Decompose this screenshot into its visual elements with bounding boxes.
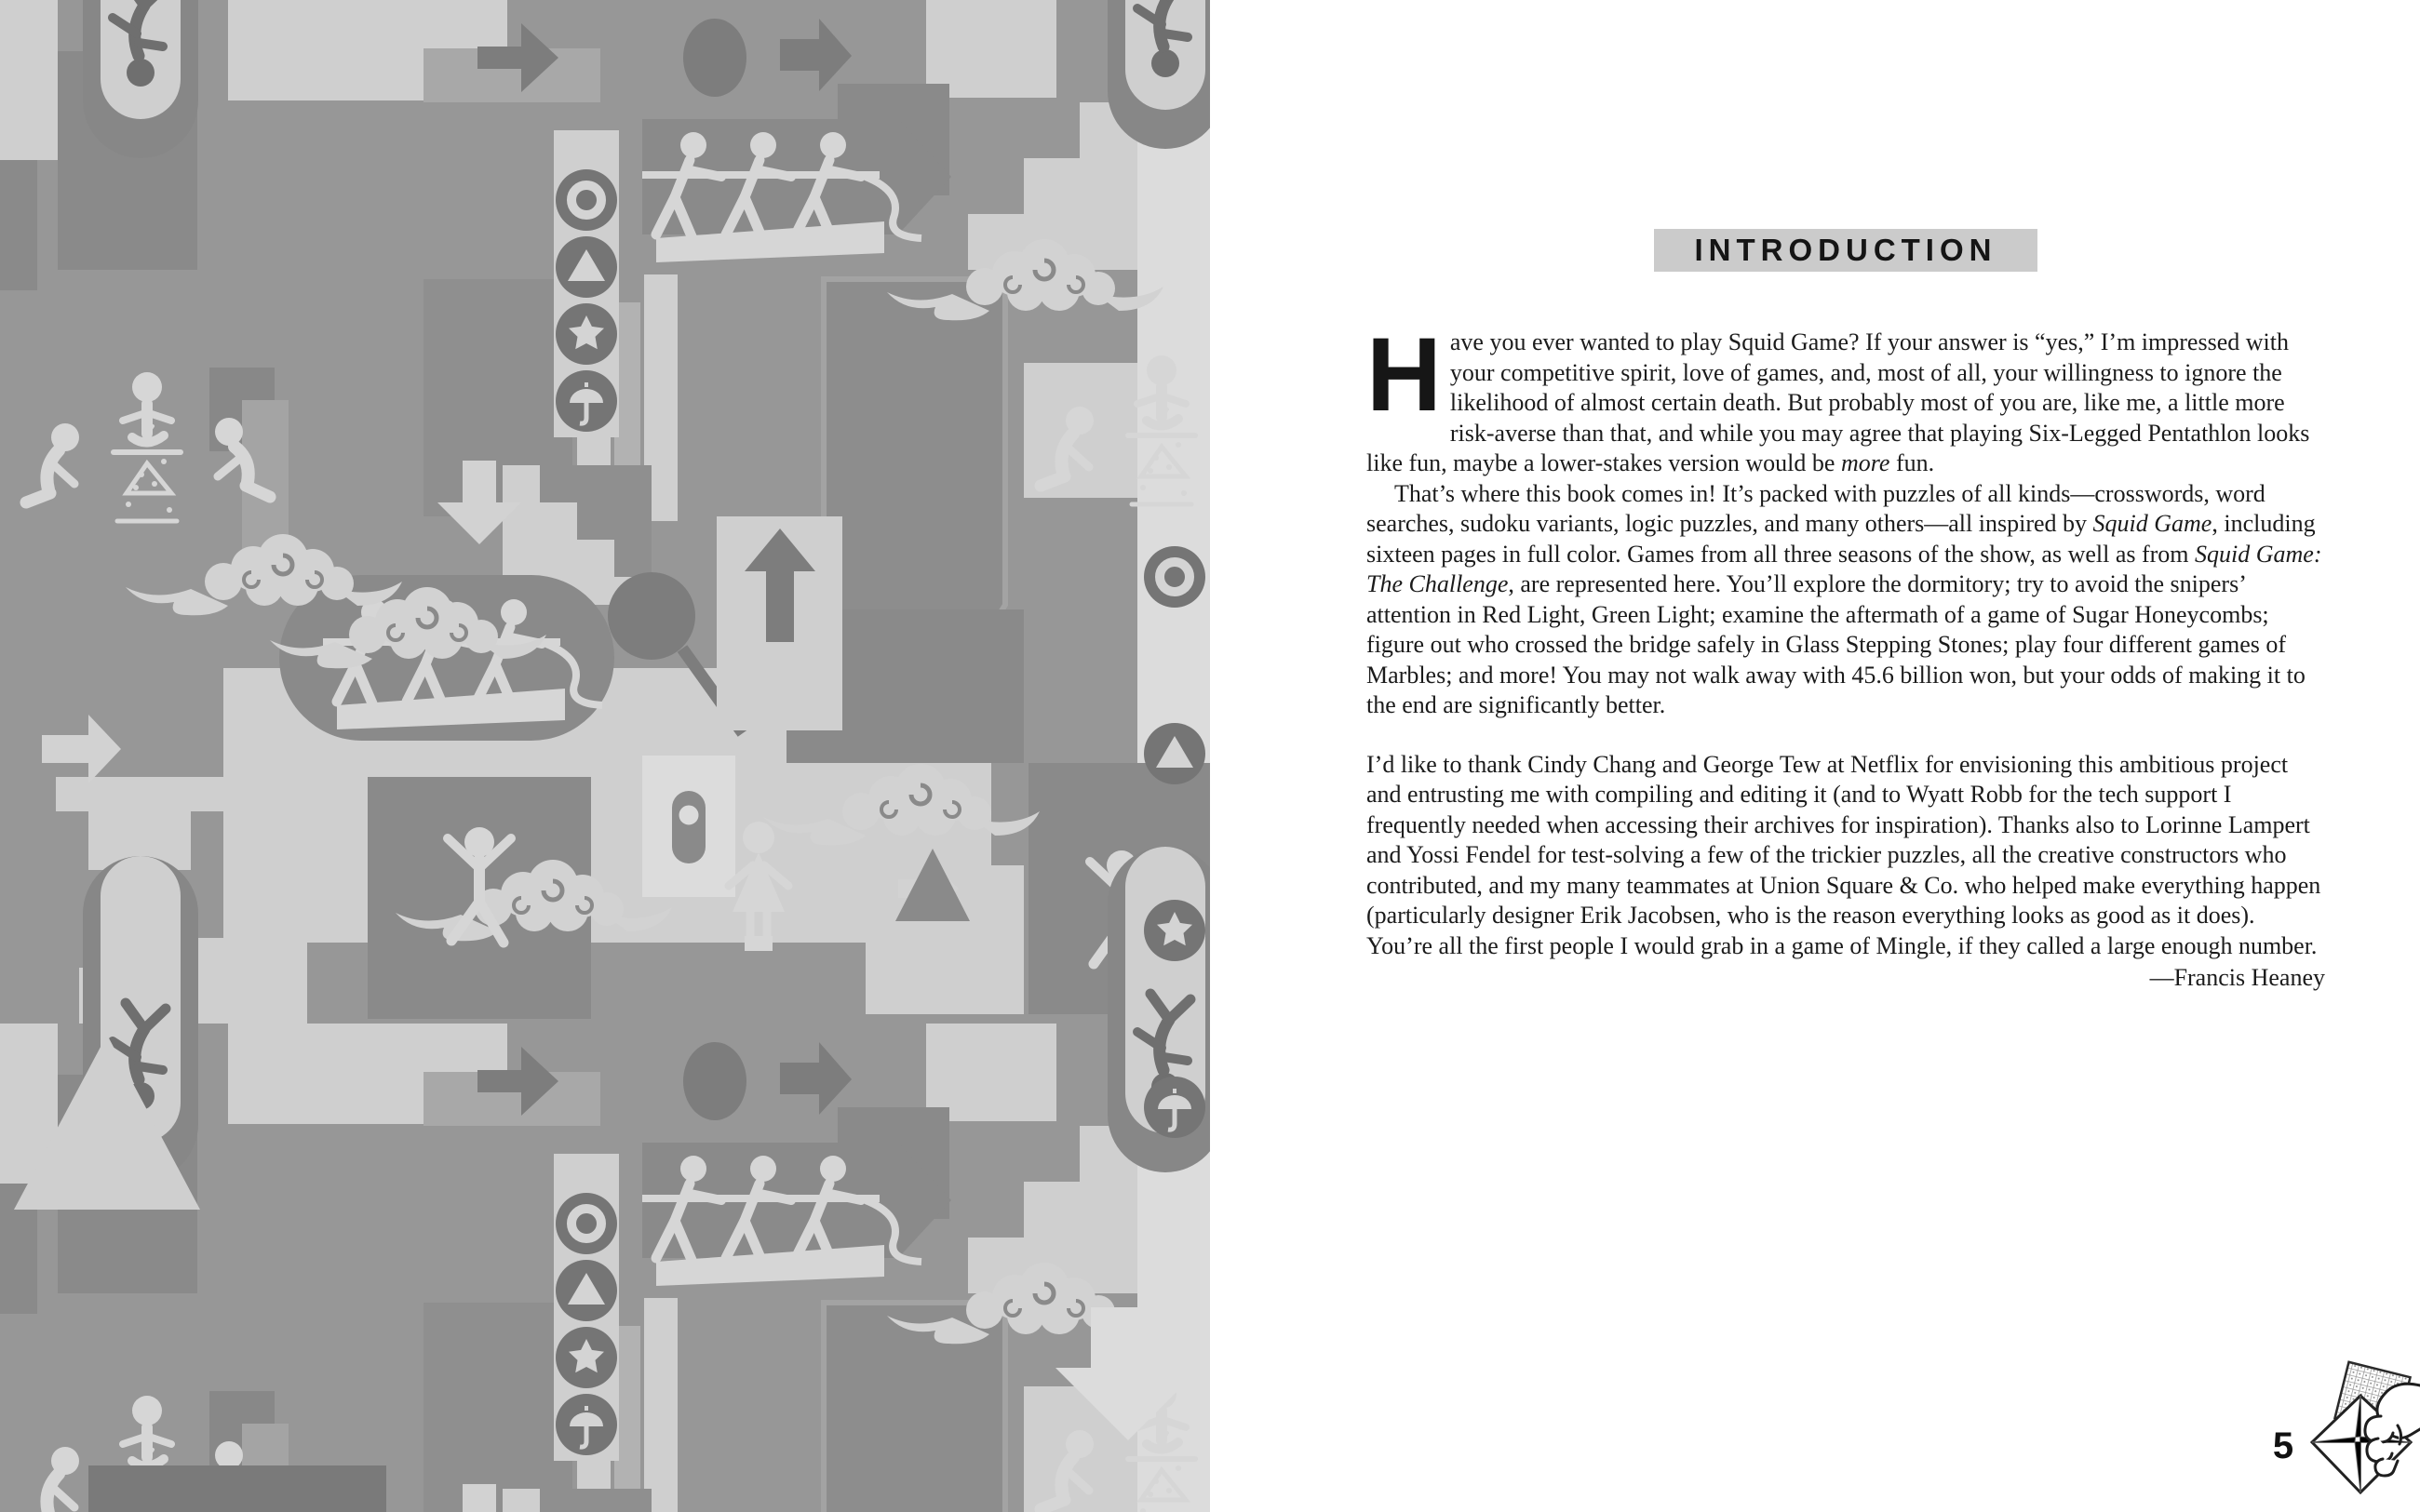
- page-title-label: INTRODUCTION: [1694, 233, 1997, 267]
- text-run-italic: Squid Game: The Challenge: [1366, 540, 2322, 597]
- text-run: , including sixteen pages in full color. Games from all three seasons of the show, as well as from: [1366, 510, 2316, 568]
- text-run: fun.: [1889, 449, 1935, 476]
- text-run: , are represented here. You’ll explore the dormitory; try to avoid the snipers’ attention in Red Light, Green Light; examine the aftermath of a game of Sugar Honeycombs; figure out who crossed the bridge safely in Glass Stepping Stones; play four different games of Marbles; and more! You may not walk away with 45.6 billion won, but your odds of making it to the end are significantly better.: [1366, 570, 2306, 718]
- intro-paragraph-3: [1366, 750, 2325, 962]
- introduction-page: [1210, 0, 2420, 1512]
- text-run: That’s where this book comes in! It’s packed with puzzles of all kinds—crosswords, word searches, sudoku variants, logic puzzles, and many others—all inspired by: [1366, 479, 2265, 537]
- page-title: [1654, 229, 2037, 272]
- introduction-text: [1366, 316, 2325, 994]
- text-run-italic: more: [1840, 449, 1890, 476]
- intro-paragraph-2: [1366, 479, 2325, 721]
- text-run: ave you ever wanted to play Squid Game? If your answer is “yes,” I’m impressed with your competitive spirit, love of games, and, most of all, your willingness to ignore the likelihood of almost certain death. But probably most of you are, like me, a little more risk-averse than that, and while you may agree that playing Six-Legged Pentathlon looks like fun, maybe a lower-stakes version would be: [1366, 328, 2310, 476]
- text-run: —Francis Heaney: [2149, 964, 2325, 991]
- origami-hand-icon: [2301, 1360, 2420, 1512]
- drop-cap: H: [1366, 316, 1439, 433]
- text-run: I’d like to thank Cindy Chang and George Tew at Netflix for envisioning this ambitious project and entrusting me with compiling and editing it (and to Wyatt Robb for the tech support I frequently needed when accessing their archives for inspiration). Thanks also to Lorinne Lampert and Yossi Fendel for test-solving a few of the trickier puzzles, all the creative constructors who contributed, and my many teammates at Union Square & Co. who helped make everything happen (particularly designer Erik Jacobsen, who is the reason everything looks as good as it does). You’re all the first people I would grab in a game of Mingle, if they called a large enough number.: [1366, 750, 2321, 959]
- author-signature: [1366, 963, 2325, 994]
- page-number: 5: [2272, 1425, 2294, 1466]
- intro-paragraph-1: [1366, 316, 2325, 479]
- text-run-italic: Squid Game: [2092, 510, 2212, 537]
